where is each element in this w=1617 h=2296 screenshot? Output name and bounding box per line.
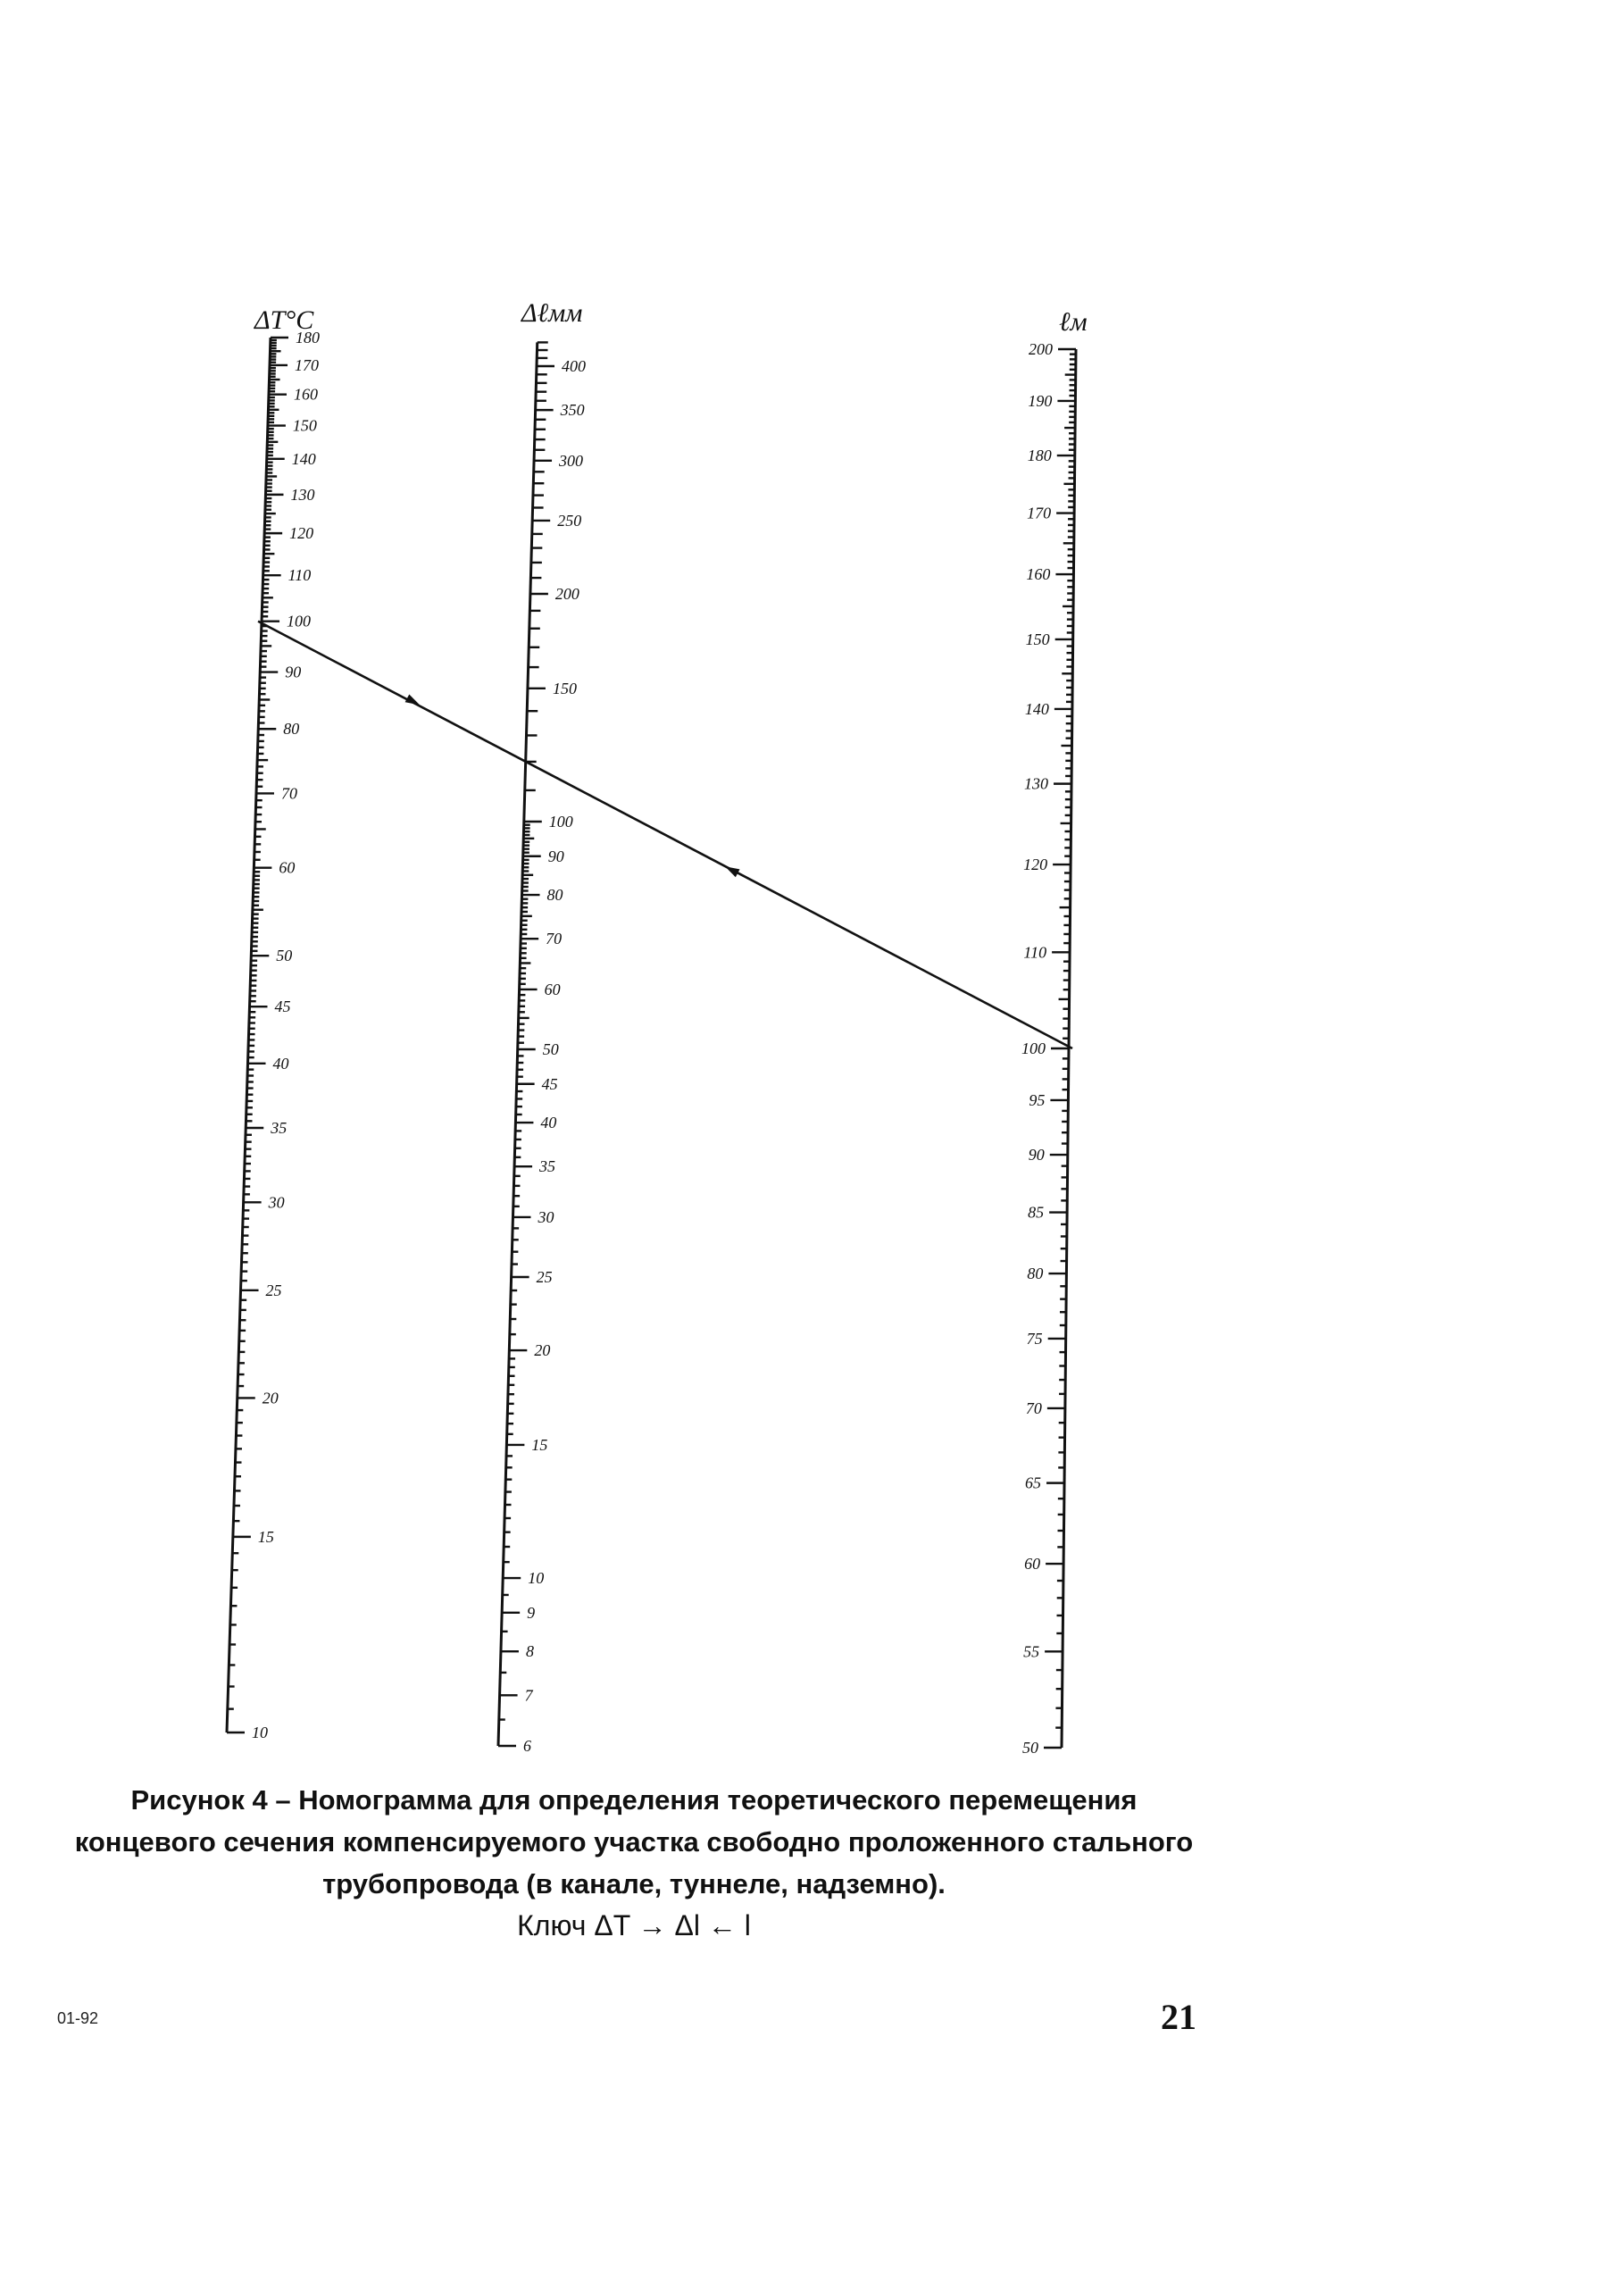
figure-key-line: Ключ ΔT → Δl ← l (517, 1909, 751, 1941)
tick-label: 45 (274, 998, 291, 1016)
tick-label: 140 (291, 449, 316, 468)
tick-label: 40 (272, 1054, 289, 1073)
tick-label: 95 (1029, 1090, 1046, 1109)
figure-caption-line-2: концевого сечения компенсируемого участка свободно проложенного стального (74, 1826, 1194, 1858)
key-arrow (723, 863, 740, 877)
tick-label: 130 (1024, 774, 1049, 793)
axis-delta-t (227, 305, 320, 1741)
tick-label: 90 (285, 663, 302, 681)
tick-label: 65 (1025, 1474, 1042, 1492)
tick-label: 50 (276, 947, 293, 965)
tick-label: 80 (283, 720, 300, 739)
axis-title-dl: Δℓмм (521, 298, 583, 328)
tick-label: 130 (290, 485, 315, 504)
tick-label: 120 (289, 524, 314, 543)
tick-label: 9 (527, 1603, 536, 1622)
tick-label: 50 (542, 1039, 559, 1058)
tick-label: 110 (288, 566, 312, 585)
tick-label: 70 (546, 930, 563, 948)
tick-label: 50 (1022, 1739, 1038, 1757)
tick-label: 30 (538, 1207, 554, 1226)
axis-length (1021, 307, 1088, 1757)
tick-label: 45 (541, 1074, 558, 1093)
tick-label: 140 (1024, 699, 1049, 718)
tick-label: 150 (292, 416, 317, 435)
tick-label: 30 (268, 1193, 285, 1212)
tick-label: 180 (1027, 447, 1052, 465)
tick-label: 100 (287, 612, 312, 630)
figure-caption-line-1: Рисунок 4 – Номограмма для определения теоретического перемещения (130, 1784, 1138, 1816)
tick-label: 10 (528, 1569, 545, 1588)
tick-label: 80 (1027, 1265, 1044, 1283)
tick-label: 25 (265, 1281, 282, 1299)
tick-label: 90 (1028, 1146, 1045, 1165)
tick-label: 8 (525, 1642, 534, 1661)
axis-line-dl (498, 342, 538, 1746)
figure-caption-line-3: трубопровода (в канале, туннеле, надземно). (322, 1868, 946, 1899)
tick-label: 100 (1021, 1039, 1046, 1057)
tick-label: 200 (554, 584, 579, 603)
tick-label: 75 (1026, 1329, 1043, 1348)
tick-label: 7 (524, 1686, 533, 1705)
tick-label: 200 (1029, 340, 1053, 358)
tick-label: 60 (544, 980, 561, 998)
tick-label: 190 (1028, 391, 1053, 410)
tick-label: 6 (523, 1737, 531, 1755)
page-number: 21 (1161, 1997, 1196, 2037)
tick-label: 110 (1023, 943, 1047, 962)
tick-label: 70 (280, 784, 297, 803)
tick-label: 120 (1023, 856, 1048, 874)
tick-label: 100 (548, 812, 573, 831)
tick-label: 180 (296, 329, 320, 346)
tick-label: 160 (1026, 565, 1051, 584)
tick-label: 60 (1024, 1555, 1041, 1574)
tick-label: 25 (536, 1267, 553, 1286)
axis-title-l: ℓм (1059, 307, 1088, 337)
key-line-path (258, 622, 1072, 1048)
tick-label: 20 (534, 1341, 551, 1360)
tick-label: 170 (295, 355, 320, 374)
tick-label: 40 (540, 1114, 557, 1132)
tick-label: 160 (294, 385, 319, 404)
axis-delta-l (498, 298, 586, 1755)
key-line (258, 622, 1072, 1048)
tick-label: 60 (279, 858, 296, 877)
tick-label: 15 (257, 1527, 274, 1546)
tick-label: 35 (539, 1157, 556, 1176)
axis-title-dT: ΔT°C (254, 305, 314, 335)
tick-label: 35 (271, 1118, 288, 1137)
tick-label: 150 (552, 679, 577, 697)
tick-label: 10 (252, 1724, 268, 1741)
tick-label: 250 (557, 511, 582, 530)
tick-label: 20 (262, 1389, 279, 1407)
tick-label: 85 (1028, 1203, 1045, 1222)
tick-label: 70 (1025, 1398, 1042, 1417)
tick-label: 80 (546, 886, 563, 905)
tick-label: 55 (1023, 1642, 1040, 1661)
axis-line-dT (227, 338, 271, 1732)
tick-label: 400 (562, 357, 586, 375)
tick-label: 300 (559, 451, 584, 470)
tick-label: 350 (560, 401, 585, 420)
tick-label: 150 (1025, 630, 1050, 648)
tick-label: 170 (1027, 504, 1052, 522)
tick-label: 15 (531, 1435, 548, 1454)
tick-label: 90 (547, 847, 564, 865)
document-code: 01-92 (57, 2009, 99, 2027)
